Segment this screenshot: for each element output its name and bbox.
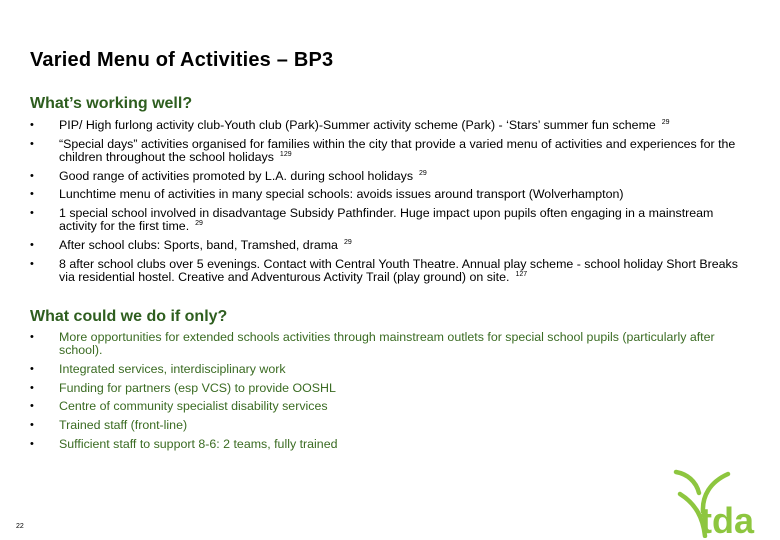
bullet-icon: • bbox=[30, 419, 34, 432]
list-item: • “Special days” activities organised for families within the city that provide a varied menu of activities and experiences for the children throughout the school holidays $^{129}$ bbox=[30, 136, 736, 164]
bullet-icon: • bbox=[30, 188, 34, 201]
logo-text: tda bbox=[700, 500, 754, 538]
page-title: Varied Menu of Activities – BP3 bbox=[30, 49, 334, 71]
bullet-icon: • bbox=[30, 257, 34, 270]
bullet-icon: • bbox=[30, 238, 34, 251]
bullet-icon: • bbox=[30, 400, 34, 413]
if-only-list bbox=[30, 331, 748, 456]
list-item: • 8 after school clubs over 5 evenings. Contact with Central Youth Theatre. Annual play scheme - school holiday Short Breaks via residential hostel. Creative and Adventurous Activity Trail (play ground) on site. $^{127}$ bbox=[30, 256, 738, 284]
reference-number: 29 bbox=[195, 220, 203, 228]
list-item: • Trained staff (front-line) bbox=[30, 418, 188, 433]
bullet-icon: • bbox=[30, 381, 34, 394]
if-only-heading: What could we do if only? bbox=[30, 308, 228, 325]
list-item: • Good range of activities promoted by L.A. during school holidays $^{29}$ bbox=[30, 168, 427, 183]
working-well-heading: What’s working well? bbox=[30, 95, 193, 112]
working-well-list bbox=[30, 119, 748, 290]
reference-number: 29 bbox=[343, 238, 352, 246]
list-item: • Lunchtime menu of activities in many special schools: avoids issues around transport (Wolverhampton) bbox=[30, 187, 624, 202]
bullet-icon: • bbox=[30, 119, 34, 131]
list-item: • More opportunities for extended schools activities through mainstream outlets for special school pupils (particularly after school). bbox=[30, 330, 715, 358]
list-item: • Integrated services, interdisciplinary work bbox=[30, 361, 286, 376]
list-item: • Sufficient staff to support 8-6: 2 teams, fully trained bbox=[30, 436, 338, 451]
tda-logo-icon bbox=[672, 466, 772, 538]
page-number: 22 bbox=[16, 523, 24, 530]
list-item: • PIP/ High furlong activity club-Youth club (Park)-Summer activity scheme (Park) - ‘Stars’ summer fun scheme $^{29}$ bbox=[30, 118, 670, 132]
bullet-icon: • bbox=[30, 331, 34, 343]
bullet-icon: • bbox=[30, 137, 34, 150]
list-item: • Centre of community specialist disability services bbox=[30, 399, 328, 414]
reference-number: 129 bbox=[279, 150, 292, 158]
list-item: • After school clubs: Sports, band, Tramshed, drama $^{29}$ bbox=[30, 237, 352, 252]
bullet-icon: • bbox=[30, 169, 34, 182]
reference-number: 29 bbox=[661, 119, 670, 126]
reference-number: 29 bbox=[419, 169, 427, 177]
bullet-icon: • bbox=[30, 207, 34, 220]
list-item: • 1 special school involved in disadvantage Subsidy Pathfinder. Huge impact upon pupils often engaging in a mainstream activity for the first time. $^{29}$ bbox=[30, 206, 714, 234]
list-item: • Funding for partners (esp VCS) to provide OOSHL bbox=[30, 380, 336, 395]
bullet-icon: • bbox=[30, 437, 34, 450]
bullet-icon: • bbox=[30, 362, 34, 375]
reference-number: 127 bbox=[515, 270, 528, 278]
